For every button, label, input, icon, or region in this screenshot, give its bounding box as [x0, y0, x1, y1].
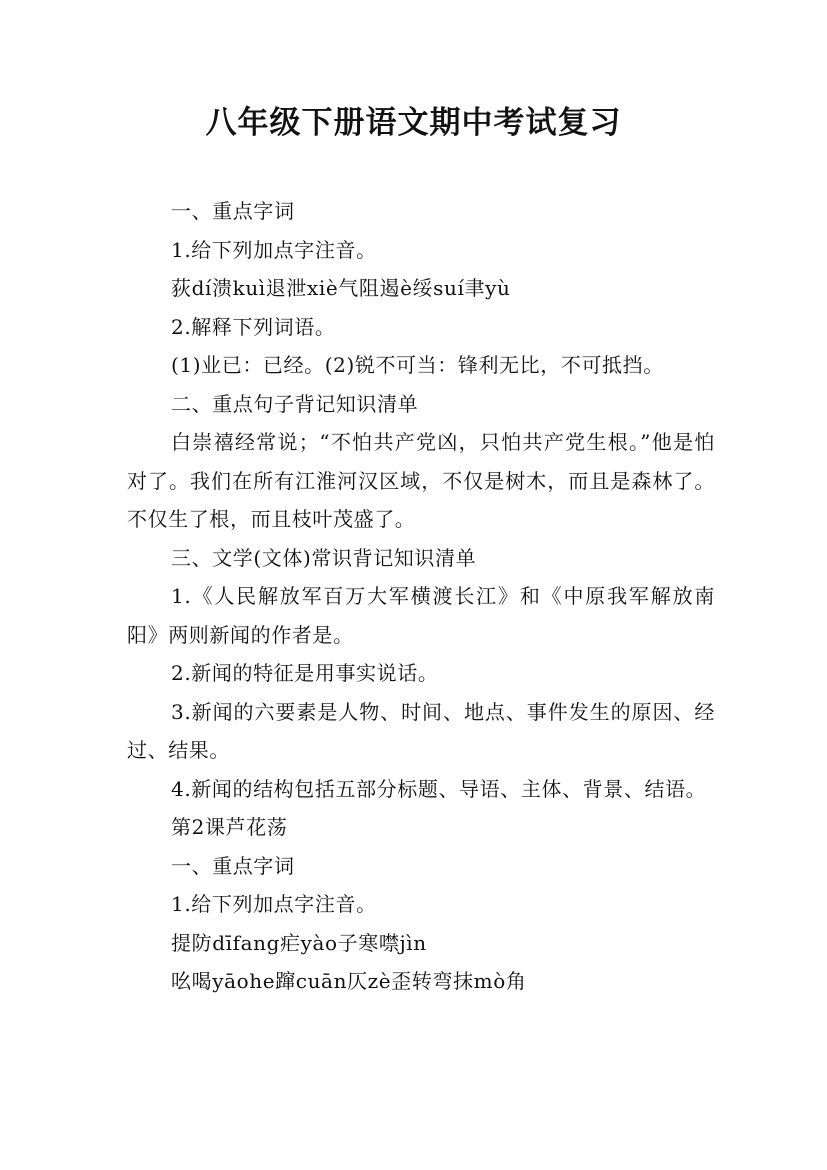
pinyin-line: 荻dí溃kuì退泄xiè气阻遏è绥suí聿yù: [171, 276, 511, 300]
knowledge-item: 1.《人民解放军百万大军横渡长江》和《中原我军解放南阳》两则新闻的作者是。: [127, 584, 715, 647]
pinyin-line: 吆喝yāohe蹿cuān仄zè歪转弯抹mò角: [171, 969, 527, 993]
document-body: [127, 192, 715, 1001]
section-heading: 一、重点字词: [171, 853, 295, 878]
knowledge-item: 4.新闻的结构包括五部分标题、导语、主体、背景、结语。: [171, 776, 707, 801]
definition-line: (1)业已：已经。(2)锐不可当：锋利无比，不可抵挡。: [171, 353, 664, 377]
quote-paragraph: 白崇禧经常说；“不怕共产党凶，只怕共产党生根。”他是怕对了。我们在所有江淮河汉区域，不仅是树木，而且是森林了。不仅生了根，而且枝叶茂盛了。: [127, 430, 715, 531]
knowledge-item: 3.新闻的六要素是人物、时间、地点、事件发生的原因、经过、结果。: [127, 699, 715, 762]
question: 2.解释下列词语。: [171, 314, 336, 339]
lesson-heading: 第2课芦花荡: [171, 815, 288, 839]
question: 1.给下列加点字注音。: [171, 237, 377, 262]
question: 1.给下列加点字注音。: [171, 892, 377, 916]
section-heading: 一、重点字词: [171, 199, 295, 223]
section-heading: 二、重点句子背记知识清单: [171, 391, 419, 416]
document-title: 八年级下册语文期中考试复习: [205, 105, 622, 141]
knowledge-item: 2.新闻的特征是用事实说话。: [171, 661, 439, 685]
pinyin-line: 提防dīfang疟yào子寒噤jìn: [171, 930, 427, 955]
section-heading: 三、文学(文体)常识背记知识清单: [171, 545, 477, 570]
